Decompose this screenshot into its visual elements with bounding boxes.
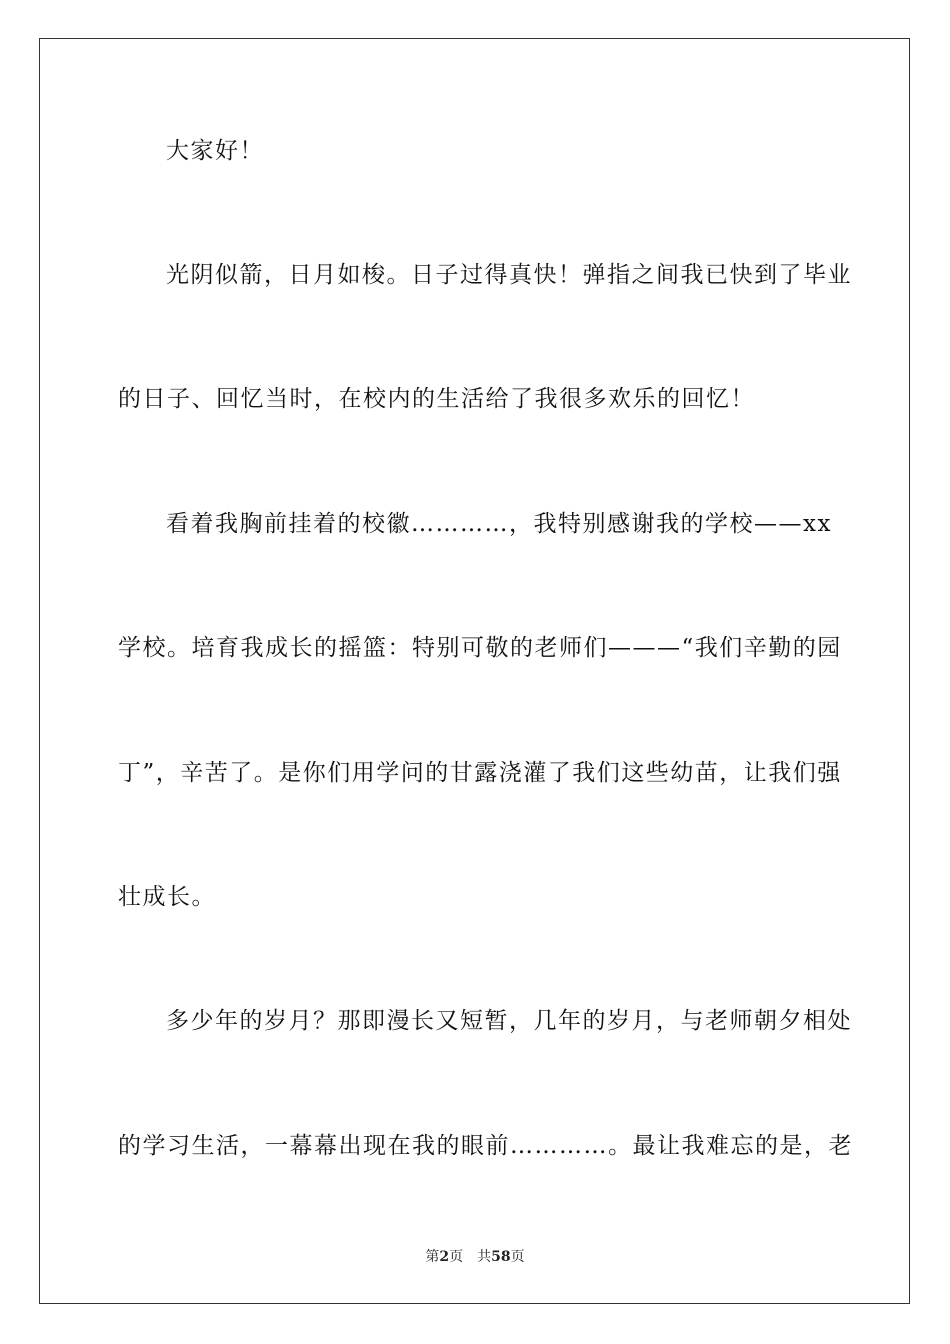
- paragraph-2-line-2: 学校。培育我成长的摇篮：特别可敬的老师们———“我们辛勤的园: [118, 635, 842, 661]
- footer-page-suffix: 页: [449, 1249, 464, 1265]
- footer-total-pages: 58: [491, 1249, 511, 1265]
- paragraph-1-line-1: 光阴似箭，日月如梭。日子过得真快！弹指之间我已快到了毕业: [166, 262, 852, 288]
- paragraph-1-line-2: 的日子、回忆当时，在校内的生活给了我很多欢乐的回忆！: [118, 386, 755, 412]
- paragraph-2-line-3: 丁”，辛苦了。是你们用学问的甘露浇灌了我们这些幼苗，让我们强: [118, 760, 842, 786]
- footer-page-prefix: 第: [425, 1249, 440, 1265]
- page-border: [39, 38, 910, 1304]
- page-footer: [0, 1248, 950, 1266]
- paragraph-3-line-1: 多少年的岁月？那即漫长又短暂，几年的岁月，与老师朝夕相处: [166, 1008, 852, 1034]
- paragraph-2-line-4: 壮成长。: [118, 884, 216, 910]
- footer-total-prefix: 共: [477, 1249, 492, 1265]
- footer-page-number: 2: [439, 1249, 450, 1265]
- paragraph-2-line-1: 看着我胸前挂着的校徽…………，我特别感谢我的学校——xx: [166, 511, 832, 537]
- greeting-line: 大家好！: [166, 138, 264, 164]
- footer-total-suffix: 页: [510, 1249, 525, 1265]
- paragraph-3-line-2: 的学习生活，一幕幕出现在我的眼前…………。最让我难忘的是，老: [118, 1133, 853, 1159]
